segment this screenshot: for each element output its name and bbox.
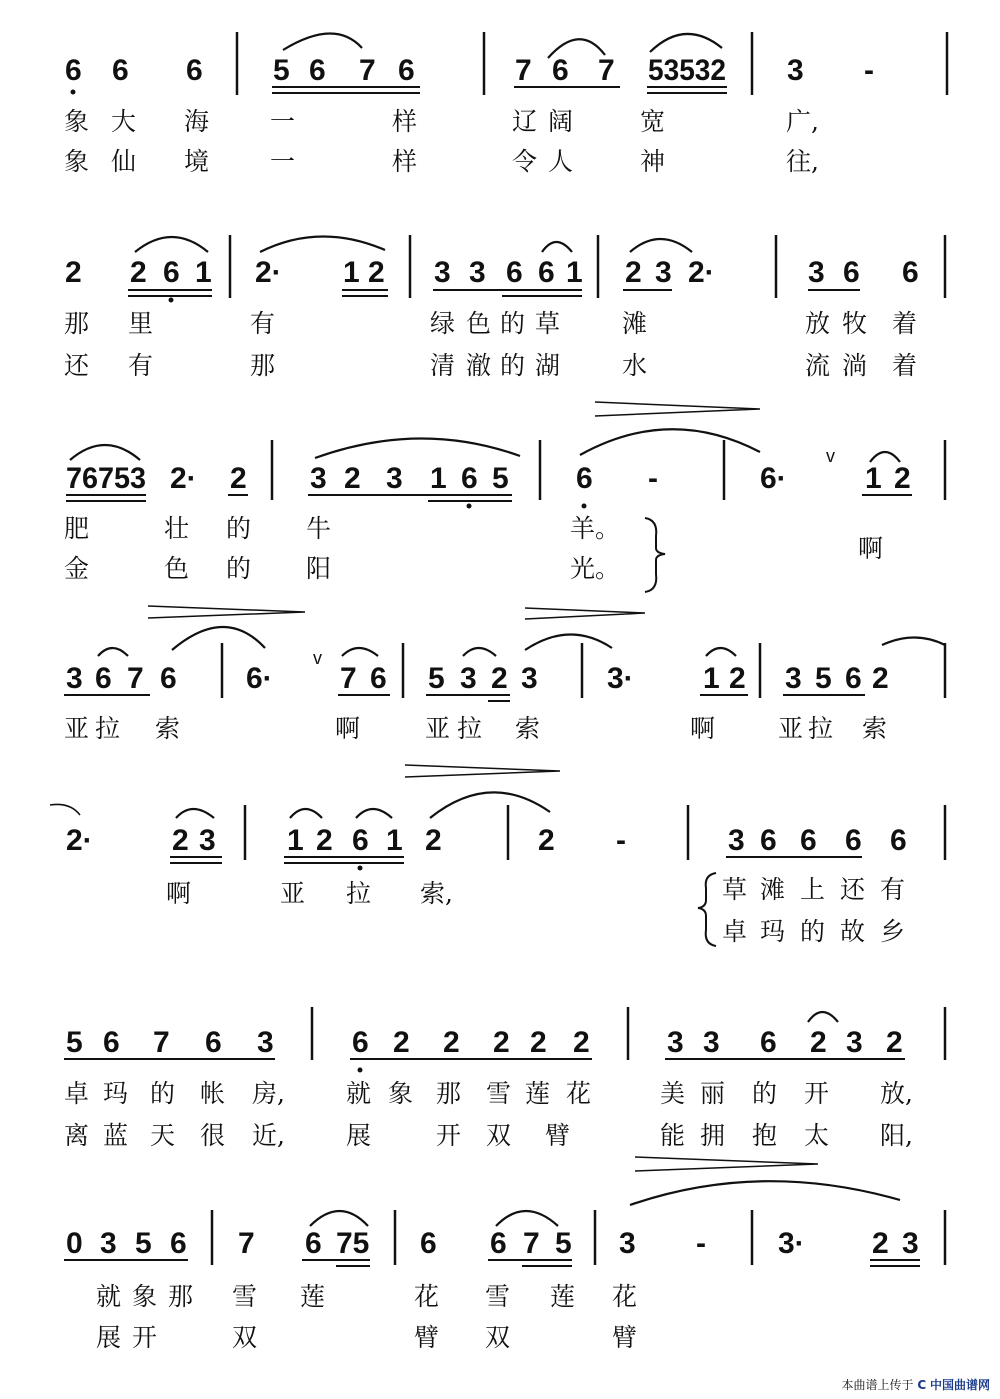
note: 6: [506, 256, 523, 289]
lyric: 样: [392, 107, 418, 136]
note: 3·: [607, 662, 634, 695]
lyric: 肥: [64, 514, 90, 543]
lyric: 那: [436, 1079, 462, 1108]
note: 2: [65, 256, 82, 289]
lyric: 花: [612, 1282, 638, 1311]
note: 7: [515, 54, 532, 87]
note: 0: [66, 1227, 83, 1260]
note: 6: [902, 256, 919, 289]
note: 2·: [255, 256, 282, 289]
lyric: 故: [840, 917, 866, 946]
lyric: 莲: [550, 1282, 576, 1311]
lyric: 阔: [548, 107, 574, 136]
lyric: 索: [155, 714, 181, 743]
lyric: 还: [840, 875, 866, 904]
lyric: 广,: [786, 107, 819, 136]
note: 2: [894, 462, 911, 495]
note: 6: [576, 462, 593, 495]
lyric: 玛: [760, 917, 786, 946]
lyric: 就: [346, 1079, 372, 1108]
slur: [430, 792, 550, 818]
lyric: 水: [622, 351, 648, 380]
lyric: 的: [226, 514, 252, 543]
note: 2·: [66, 824, 93, 857]
brace-left: [698, 873, 716, 946]
lyric: 亚: [280, 879, 306, 908]
lyric: 神: [640, 147, 666, 176]
note: 6: [538, 256, 555, 289]
note: 1: [195, 256, 212, 289]
note: 7: [340, 662, 357, 695]
lyric: 清: [430, 351, 456, 380]
note-dash: -: [648, 462, 658, 495]
lyric: 臂: [545, 1121, 571, 1150]
note: 6: [845, 824, 862, 857]
note: 3·: [778, 1227, 805, 1260]
lyric: 色: [164, 554, 190, 583]
note: 3: [728, 824, 745, 857]
slur: [542, 242, 572, 252]
note: 6: [398, 54, 415, 87]
lyric: 流: [805, 351, 831, 380]
low-octave-dot: [169, 298, 174, 303]
lyric: 有: [128, 351, 154, 380]
lyric: 还: [64, 351, 90, 380]
lyric: 卓: [64, 1079, 90, 1108]
note: 6: [163, 256, 180, 289]
lyric: 光。: [570, 554, 621, 583]
lyric: 拉: [808, 714, 834, 743]
lyric: 拉: [346, 879, 372, 908]
note: 3: [785, 662, 802, 695]
lyric: 大: [111, 107, 137, 136]
slur: [870, 452, 900, 462]
lyric: 牛: [306, 514, 332, 543]
lyric: 啊: [690, 714, 716, 743]
lyric: 一: [270, 147, 296, 176]
brace-right: [645, 518, 665, 592]
hairpin-decrescendo: [148, 606, 305, 618]
lyric: 莲: [300, 1282, 326, 1311]
lyric: 澈: [466, 351, 492, 380]
slur: [463, 648, 496, 656]
slur: [176, 809, 214, 818]
note: 2·: [688, 256, 715, 289]
lyric: 亚: [64, 714, 90, 743]
note: 6: [309, 54, 326, 87]
lyric: 绿: [430, 309, 456, 338]
lyric: 仙: [111, 147, 137, 176]
slur: [630, 239, 692, 252]
score-row-2: [64, 235, 945, 380]
lyric: 的: [752, 1079, 778, 1108]
hairpin-decrescendo: [525, 608, 645, 619]
lyric: 亚: [425, 714, 451, 743]
note: 6: [170, 1227, 187, 1260]
lyric: 美: [660, 1079, 686, 1108]
score-row-3: [64, 402, 945, 592]
lyric: 放: [805, 309, 831, 338]
slur: [315, 438, 520, 458]
slur: [70, 445, 140, 460]
note: 7: [359, 54, 376, 87]
score-row-6: [64, 1007, 945, 1150]
note: 3: [434, 256, 451, 289]
note: 3: [808, 256, 825, 289]
lyric: 丽: [700, 1079, 726, 1108]
note: 3: [460, 662, 477, 695]
lyric: 房,: [252, 1079, 285, 1108]
lyric: 的: [500, 351, 526, 380]
lyric: 湖: [535, 351, 561, 380]
low-octave-dot: [358, 1068, 363, 1073]
lyric: 啊: [335, 714, 361, 743]
lyric: 淌: [842, 351, 868, 380]
slur: [135, 237, 208, 252]
note: 3: [846, 1026, 863, 1059]
lyric: 的: [500, 309, 526, 338]
lyric: 花: [566, 1079, 592, 1108]
note: 2: [530, 1026, 547, 1059]
lyric: 的: [800, 917, 826, 946]
note: 2: [810, 1026, 827, 1059]
lyric: 很: [200, 1121, 226, 1150]
note: 3: [386, 462, 403, 495]
lyric: 雪: [232, 1282, 258, 1311]
site-logo-icon: C: [917, 1378, 927, 1392]
note: 5: [555, 1227, 572, 1260]
lyric: 索,: [420, 879, 453, 908]
note: 7: [523, 1227, 540, 1260]
note: 6: [552, 54, 569, 87]
lyric: 玛: [103, 1079, 129, 1108]
slur: [580, 429, 760, 455]
lyric: 有: [880, 875, 906, 904]
lyric: 壮: [164, 514, 190, 543]
lyric: 索: [862, 714, 888, 743]
note: 6: [352, 1026, 369, 1059]
lyric: 臂: [612, 1323, 638, 1352]
lyric: 宽: [640, 107, 666, 136]
lyric: 放,: [880, 1079, 913, 1108]
note: 6: [800, 824, 817, 857]
note: 6: [103, 1026, 120, 1059]
note: 2: [172, 824, 189, 857]
note: 6: [186, 54, 203, 87]
slur: [496, 1211, 558, 1226]
note: 2: [368, 256, 385, 289]
note-dash: -: [696, 1227, 706, 1260]
note: 6: [843, 256, 860, 289]
slur: [283, 33, 362, 50]
note: 2: [316, 824, 333, 857]
note: 5: [66, 1026, 83, 1059]
note: 6: [461, 462, 478, 495]
note-dash: -: [616, 824, 626, 857]
note: 6: [352, 824, 369, 857]
slur: [356, 809, 392, 818]
lyric: 羊。: [570, 514, 621, 543]
note: 3: [619, 1227, 636, 1260]
note: 6: [370, 662, 387, 695]
footer-site-name: 中国曲谱网: [929, 1378, 990, 1392]
lyric: 太: [804, 1121, 830, 1150]
note: 2: [573, 1026, 590, 1059]
lyric: 雪: [485, 1282, 511, 1311]
note: 6: [95, 662, 112, 695]
slur: [882, 638, 945, 646]
low-octave-dot: [582, 504, 587, 509]
slur: [98, 648, 128, 656]
slur: [342, 648, 378, 656]
lyric: 展: [96, 1323, 122, 1352]
lyric: 那: [168, 1282, 194, 1311]
lyric: 帐: [200, 1079, 226, 1108]
score-row-7: [64, 1157, 945, 1352]
note: 2: [625, 256, 642, 289]
note: 6: [420, 1227, 437, 1260]
note: 3: [787, 54, 804, 87]
phrase-arc: [630, 1181, 900, 1205]
lyric: 那: [250, 351, 276, 380]
lyric: 抱: [752, 1121, 778, 1150]
lyric: 啊: [166, 879, 192, 908]
lyric: 蓝: [103, 1121, 129, 1150]
slur: [650, 34, 722, 52]
lyric: 那: [64, 309, 90, 338]
lyric: 有: [250, 309, 276, 338]
lyric: 象: [64, 107, 90, 136]
lyric: 啊: [858, 534, 884, 563]
lyric: 滩: [760, 875, 786, 904]
lyric: 亚: [778, 714, 804, 743]
slur: [706, 648, 736, 656]
lyric: 莲: [525, 1079, 551, 1108]
note: 2: [425, 824, 442, 857]
lyric: 色: [466, 309, 492, 338]
lyric: 开: [436, 1121, 462, 1150]
lyric: 开: [132, 1323, 158, 1352]
note: 2: [538, 824, 555, 857]
lyric: 双: [486, 1121, 512, 1150]
slur: [172, 627, 265, 650]
lyric: 象: [388, 1079, 414, 1108]
source-footer: [842, 1376, 991, 1393]
lyric: 境: [184, 147, 210, 176]
note: 1: [566, 256, 583, 289]
note: 6: [205, 1026, 222, 1059]
note: 1: [386, 824, 403, 857]
note: 2: [130, 256, 147, 289]
slur: [310, 1211, 368, 1226]
note: 3: [310, 462, 327, 495]
lyric: 展: [346, 1121, 372, 1150]
note: 6: [305, 1227, 322, 1260]
lyric: 就: [96, 1282, 122, 1311]
lyric: 滩: [622, 309, 648, 338]
note: 6: [845, 662, 862, 695]
low-octave-dot: [467, 504, 472, 509]
lyric: 的: [150, 1079, 176, 1108]
lyric: 天: [150, 1121, 176, 1150]
lyric: 拥: [700, 1121, 726, 1150]
hairpin-decrescendo: [405, 765, 560, 777]
note: 5: [135, 1227, 152, 1260]
note: 7: [598, 54, 615, 87]
lyric: 草: [722, 875, 748, 904]
note: 3: [469, 256, 486, 289]
note-group: 75: [336, 1227, 370, 1260]
score-row-5: [50, 765, 945, 946]
hairpin-decrescendo: [635, 1157, 818, 1171]
note: 1: [287, 824, 304, 857]
lyric: 乡: [880, 917, 906, 946]
footer-text: 本曲谱上传于: [841, 1378, 914, 1392]
low-octave-dot: [358, 866, 363, 871]
note: 3: [100, 1227, 117, 1260]
lyric: 一: [270, 107, 296, 136]
lyric: 拉: [457, 714, 483, 743]
breath-mark: v: [313, 648, 322, 668]
note: 3: [667, 1026, 684, 1059]
note: 1: [703, 662, 720, 695]
slur: [808, 1012, 838, 1022]
lyric: 拉: [95, 714, 121, 743]
lyric: 样: [392, 147, 418, 176]
note: 7: [238, 1227, 255, 1260]
lyric: 金: [64, 554, 90, 583]
score-row-1: [64, 32, 947, 176]
lyric: 里: [128, 309, 154, 338]
lyric: 离: [64, 1121, 90, 1150]
note: 6: [890, 824, 907, 857]
lyric: 近,: [252, 1121, 285, 1150]
lyric: 着: [892, 351, 918, 380]
note-group: 76753: [66, 462, 146, 495]
slur-end: [50, 804, 80, 815]
slur: [525, 634, 612, 650]
note-group: 53532: [648, 54, 726, 87]
note: 1: [430, 462, 447, 495]
note: 2: [872, 1227, 889, 1260]
note: 2: [491, 662, 508, 695]
lyric: 牧: [842, 309, 868, 338]
note: 3: [655, 256, 672, 289]
note: 5: [273, 54, 290, 87]
hairpin-decrescendo: [595, 402, 760, 416]
note: 5: [428, 662, 445, 695]
slur: [260, 236, 385, 252]
note: 2: [886, 1026, 903, 1059]
lyric: 象: [64, 147, 90, 176]
note: 2: [344, 462, 361, 495]
lyric: 令: [512, 147, 538, 176]
note: 7: [127, 662, 144, 695]
lyric: 卓: [722, 917, 748, 946]
lyric: 臂: [414, 1323, 440, 1352]
lyric: 上: [800, 875, 826, 904]
note: 1: [343, 256, 360, 289]
note: 6: [112, 54, 129, 87]
note: 6: [760, 1026, 777, 1059]
lyric: 阳: [306, 554, 332, 583]
lyric: 雪: [486, 1079, 512, 1108]
lyric: 草: [535, 309, 561, 338]
lyric: 花: [414, 1282, 440, 1311]
note: 2: [729, 662, 746, 695]
lyric: 双: [485, 1323, 511, 1352]
low-octave-dot: [71, 90, 76, 95]
lyric: 阳,: [880, 1121, 913, 1150]
note: 2: [393, 1026, 410, 1059]
lyric: 往,: [786, 147, 819, 176]
note: 1: [865, 462, 882, 495]
note: 6·: [760, 462, 787, 495]
lyric: 象: [132, 1282, 158, 1311]
slur: [290, 809, 322, 818]
note-dash: -: [864, 54, 874, 87]
breath-mark: v: [826, 446, 835, 466]
note: 3: [199, 824, 216, 857]
note: 2: [443, 1026, 460, 1059]
note: 6: [160, 662, 177, 695]
note: 2: [230, 462, 247, 495]
lyric: 双: [232, 1323, 258, 1352]
note: 6·: [246, 662, 273, 695]
note: 3: [521, 662, 538, 695]
lyric: 着: [892, 309, 918, 338]
note: 2: [493, 1026, 510, 1059]
note: 2: [872, 662, 889, 695]
lyric: 人: [548, 147, 574, 176]
note: 6: [490, 1227, 507, 1260]
note: 3: [257, 1026, 274, 1059]
lyric: 的: [226, 554, 252, 583]
lyric: 能: [660, 1121, 686, 1150]
note: 5: [815, 662, 832, 695]
lyric: 辽: [512, 107, 538, 136]
note: 5: [492, 462, 509, 495]
note: 3: [703, 1026, 720, 1059]
lyric: 索: [515, 714, 541, 743]
note: 3: [902, 1227, 919, 1260]
note: 6: [65, 54, 82, 87]
lyric: 海: [184, 107, 210, 136]
note: 2·: [170, 462, 197, 495]
note: 3: [66, 662, 83, 695]
lyric: 开: [804, 1079, 830, 1108]
note: 7: [153, 1026, 170, 1059]
score-row-4: [64, 606, 945, 743]
note: 6: [760, 824, 777, 857]
